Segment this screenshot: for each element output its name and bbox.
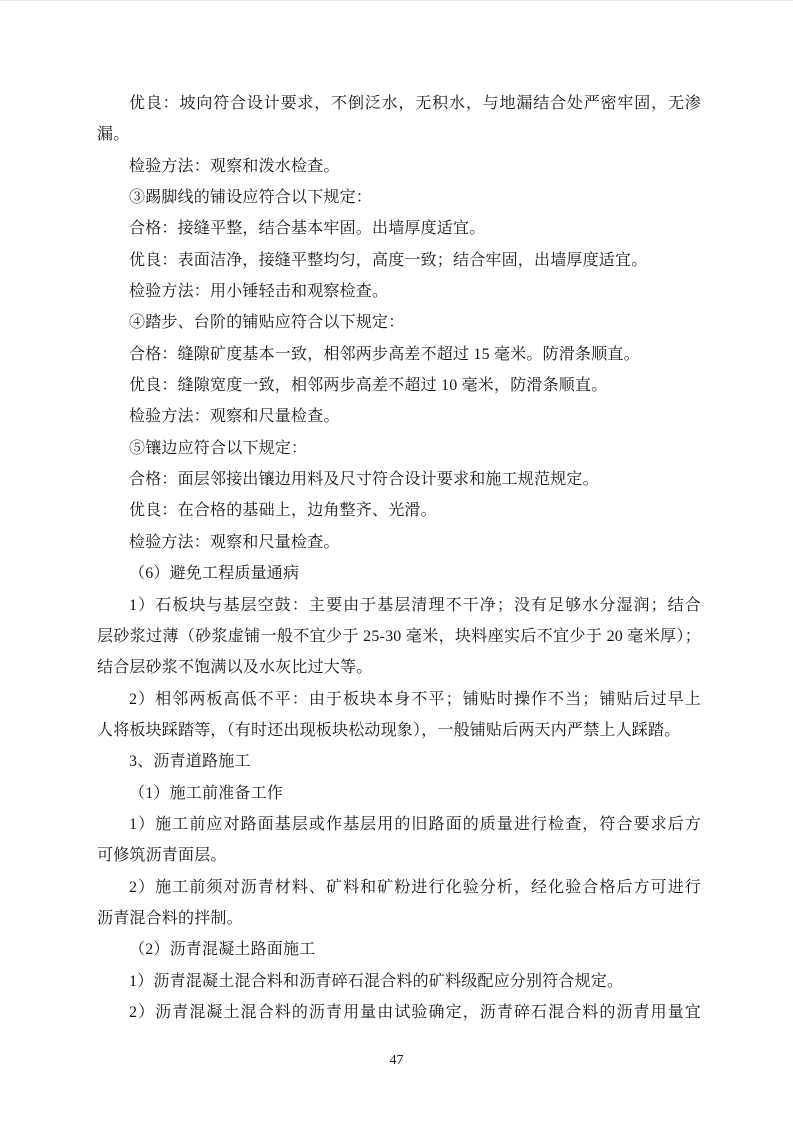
- text-line: ⑤镶边应符合以下规定：: [129, 439, 308, 457]
- text-line: 合格：缝隙矿度基本一致，相邻两步高差不超过 15 毫米。防滑条顺直。: [129, 345, 640, 363]
- text-line: 检验方法：观察和泼水检查。: [129, 157, 340, 175]
- text-line: 人将板块踩踏等，（有时还出现板块松动现象），一般铺贴后两天内严禁上人踩踏。: [97, 721, 681, 739]
- text-line: 优良：缝隙宽度一致，相邻两步高差不超过 10 毫米，防滑条顺直。: [129, 377, 608, 395]
- text-line: 合格：面层邻接出镶边用料及尺寸符合设计要求和施工规范规定。: [129, 471, 599, 489]
- text-line: 漏。: [97, 126, 130, 144]
- text-line: 优良：在合格的基础上，边角整齐、光滑。: [129, 502, 437, 520]
- text-line: 沥青混合料的拌制。: [97, 909, 243, 927]
- text-line: （2）沥青混凝土路面施工: [129, 941, 316, 959]
- text-line: ④踏步、台阶的铺贴应符合以下规定：: [129, 314, 405, 332]
- text-line: 检验方法：观察和尺量检查。: [129, 533, 340, 551]
- text-line: ③踢脚线的铺设应符合以下规定：: [129, 189, 373, 207]
- text-line: 2）相邻两板高低不平：由于板块本身不平；铺贴时操作不当；铺贴后过早上: [129, 690, 701, 708]
- text-line: 1）沥青混凝土混合料和沥青碎石混合料的矿料级配应分别符合规定。: [129, 972, 624, 990]
- page-number: 47: [389, 1053, 404, 1068]
- text-line: 检验方法：用小锤轻击和观察检查。: [129, 283, 389, 301]
- text-line: 检验方法：观察和尺量检查。: [129, 408, 340, 426]
- text-line: 1）施工前应对路面基层或作基层用的旧路面的质量进行检查，符合要求后方: [129, 815, 701, 833]
- text-line: 2）沥青混凝土混合料的沥青用量由试验确定，沥青碎石混合料的沥青用量宜: [129, 1003, 701, 1021]
- text-line: 3、沥青道路施工: [129, 753, 251, 771]
- document-body: [97, 88, 701, 1028]
- text-line: （6）避免工程质量通病: [129, 565, 300, 583]
- text-line: 合格：接缝平整，结合基本牢固。出墙厚度适宜。: [129, 220, 486, 238]
- text-line: 优良：表面洁净，接缝平整均匀，高度一致；结合牢固，出墙厚度适宜。: [129, 251, 648, 269]
- text-line: 优良：坡向符合设计要求，不倒泛水，无积水，与地漏结合处严密牢固，无渗: [129, 95, 701, 112]
- text-line: 结合层砂浆不饱满以及水灰比过大等。: [97, 659, 373, 677]
- text-line: （1）施工前准备工作: [129, 784, 284, 802]
- text-line: 1）石板块与基层空鼓：主要由于基层清理不干净；没有足够水分湿润；结合: [129, 596, 701, 614]
- text-line: 可修筑沥青面层。: [97, 847, 227, 865]
- text-line: 层砂浆过薄（砂浆虚铺一般不宜少于 25-30 毫米，块料座实后不宜少于 20 毫米厚）；: [97, 627, 701, 645]
- text-line: 2）施工前须对沥青材料、矿料和矿粉进行化验分析，经化验合格后方可进行: [129, 878, 701, 896]
